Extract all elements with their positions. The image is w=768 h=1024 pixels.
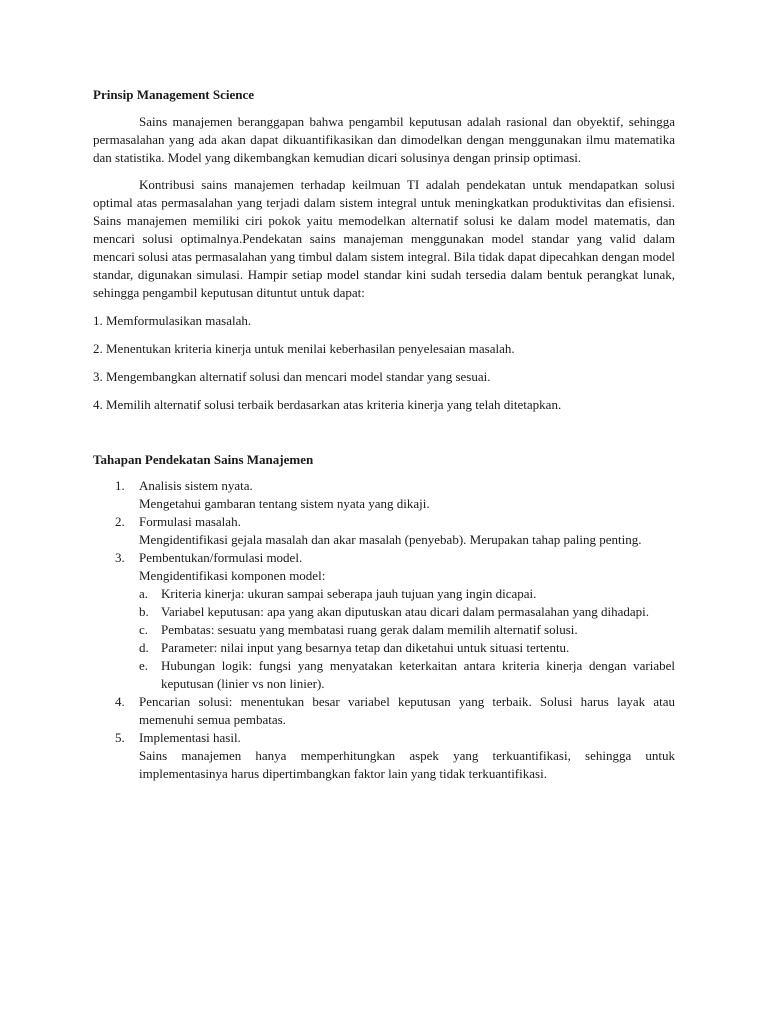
- sub-text: Parameter: nilai input yang besarnya tetap dan diketahui untuk situasi tertentu.: [161, 640, 570, 655]
- step-title: Pencarian solusi: menentukan besar variabel keputusan yang terbaik. Solusi harus layak atau memenuhi semua pembatas.: [139, 694, 675, 727]
- list-item: 3. Mengembangkan alternatif solusi dan mencari model standar yang sesuai.: [93, 369, 491, 384]
- list-item: 2. Menentukan kriteria kinerja untuk menilai keberhasilan penyelesaian masalah.: [93, 341, 515, 356]
- sub-letter: a.: [139, 586, 149, 601]
- step-number: 4.: [115, 694, 125, 709]
- step-title: Analisis sistem nyata.: [139, 478, 253, 493]
- step-item: [93, 513, 675, 549]
- sub-item: [139, 639, 675, 657]
- sub-letter: d.: [139, 640, 149, 655]
- paragraph-intro: Sains manajemen beranggapan bahwa pengambil keputusan adalah rasional dan obyektif, sehingga permasalahan yang ada akan dapat dikuantifikasikan dan dimodelkan dengan menggunakan ilmu matematika dan statistika. Model yang dikembangkan kemudian dicari solusinya dengan prinsip optimasi.: [93, 114, 675, 165]
- sub-text: Variabel keputusan: apa yang akan diputuskan atau dicari dalam permasalahan yang dihadapi.: [161, 604, 650, 619]
- step-description: Mengidentifikasi gejala masalah dan akar masalah (penyebab). Merupakan tahap paling penting.: [139, 532, 642, 547]
- document-page: [93, 86, 675, 783]
- sub-text: Pembatas: sesuatu yang membatasi ruang gerak dalam memilih alternatif solusi.: [161, 622, 578, 637]
- step-number: 3.: [115, 550, 125, 565]
- sub-letter: b.: [139, 604, 149, 619]
- step-item: [93, 549, 675, 693]
- step-item: [93, 477, 675, 513]
- step-title: Implementasi hasil.: [139, 730, 241, 745]
- step-number: 1.: [115, 478, 125, 493]
- section-title-prinsip: Prinsip Management Science: [93, 87, 255, 102]
- sub-item: [139, 585, 675, 603]
- list-item: 1. Memformulasikan masalah.: [93, 313, 252, 328]
- sub-list: [139, 585, 675, 693]
- step-number: 5.: [115, 730, 125, 745]
- sub-text: Kriteria kinerja: ukuran sampai seberapa jauh tujuan yang ingin dicapai.: [161, 586, 537, 601]
- section-title-tahapan: Tahapan Pendekatan Sains Manajemen: [93, 452, 314, 467]
- step-description: Mengetahui gambaran tentang sistem nyata yang dikaji.: [139, 496, 430, 511]
- sub-item: [139, 657, 675, 693]
- paragraph-kontribusi: Kontribusi sains manajemen terhadap keilmuan TI adalah pendekatan untuk mendapatkan solusi optimal atas permasalahan yang terjadi dalam sistem integral untuk meningkatkan produktivitas dan efisiensi. Sains manajemen memiliki ciri pokok yaitu memodelkan alternatif solusi ke dalam model matematis, dan mencari solusi optimalnya.Pendekatan sains manajeman menggunakan model standar yang valid dalam mencari solusi atas permasalahan yang timbul dalam sistem integral. Bila tidak dapat dipecahkan dengan model standar, digunakan simulasi. Hampir setiap model standar kini sudah tersedia dalam bentuk perangkat lunak, sehingga pengambil keputusan dituntut untuk dapat:: [93, 177, 675, 300]
- sub-text: Hubungan logik: fungsi yang menyatakan keterkaitan antara kriteria kinerja dengan variabel keputusan (linier vs non linier).: [161, 658, 675, 691]
- steps-list: [93, 477, 675, 783]
- step-item: [93, 693, 675, 729]
- step-description: Sains manajemen hanya memperhitungkan aspek yang terkuantifikasi, sehingga untuk implementasinya harus dipertimbangkan faktor lain yang tidak terkuantifikasi.: [139, 748, 675, 781]
- step-number: 2.: [115, 514, 125, 529]
- step-description: Mengidentifikasi komponen model:: [139, 568, 326, 583]
- step-title: Pembentukan/formulasi model.: [139, 550, 303, 565]
- sub-item: [139, 621, 675, 639]
- sub-letter: c.: [139, 622, 149, 637]
- sub-item: [139, 603, 675, 621]
- list-item: 4. Memilih alternatif solusi terbaik berdasarkan atas kriteria kinerja yang telah ditetapkan.: [93, 397, 562, 412]
- sub-letter: e.: [139, 658, 149, 673]
- step-item: [93, 729, 675, 783]
- step-title: Formulasi masalah.: [139, 514, 241, 529]
